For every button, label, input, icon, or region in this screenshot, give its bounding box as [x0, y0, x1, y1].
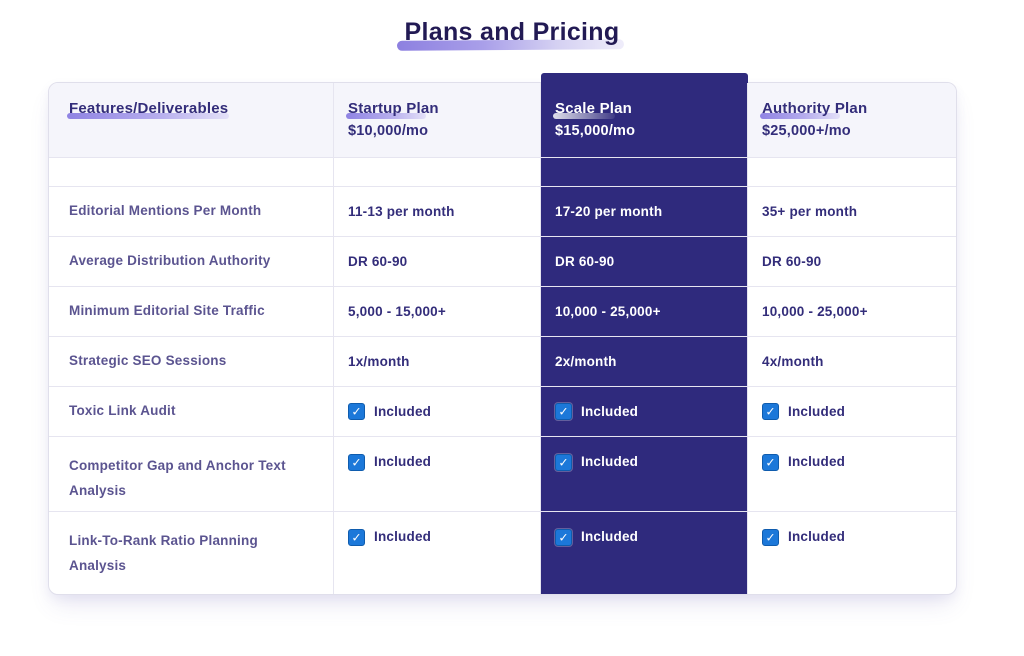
included-checkbox[interactable] — [555, 454, 572, 471]
plan-value-cell — [541, 512, 748, 594]
feature-label: Minimum Editorial Site Traffic — [69, 303, 265, 319]
plan-value-cell — [748, 337, 956, 386]
check-icon: ✓ — [765, 455, 776, 469]
feature-cell — [49, 512, 334, 594]
table-row — [49, 287, 956, 337]
table-header-row — [49, 83, 956, 158]
included-checkbox[interactable] — [348, 529, 365, 546]
plan-value: DR 60-90 — [762, 254, 822, 269]
included-label: Included — [788, 404, 846, 419]
included-checkbox[interactable] — [348, 454, 365, 471]
plan-value-cell — [334, 387, 541, 436]
table-row — [49, 237, 956, 287]
plan-value: 11-13 per month — [348, 204, 455, 219]
plan-value: 35+ per month — [762, 204, 858, 219]
feature-label: Strategic SEO Sessions — [69, 353, 227, 369]
included-label: Included — [374, 529, 432, 544]
plan-value-cell — [748, 187, 956, 236]
spacer-cell — [49, 158, 334, 186]
plan-value-cell — [748, 387, 956, 436]
scale-plan-name: Scale Plan — [555, 100, 633, 117]
feature-cell — [49, 337, 334, 386]
plan-value-cell — [541, 387, 748, 436]
pricing-table — [48, 82, 957, 595]
spacer-cell — [541, 158, 748, 186]
plan-value-cell — [748, 237, 956, 286]
plan-value: DR 60-90 — [555, 254, 615, 269]
plan-value: 4x/month — [762, 354, 824, 369]
table-row — [49, 512, 956, 594]
included-checkbox[interactable] — [762, 403, 779, 420]
plan-value-cell — [541, 337, 748, 386]
plan-value: 10,000 - 25,000+ — [762, 304, 868, 319]
included-checkbox[interactable] — [555, 529, 572, 546]
included-checkbox[interactable] — [555, 403, 572, 420]
check-icon: ✓ — [558, 404, 569, 418]
plan-value-cell — [334, 512, 541, 594]
feature-label: Editorial Mentions Per Month — [69, 203, 262, 219]
feature-label: Link-To-Rank Ratio Planning Analysis — [69, 533, 258, 573]
feature-cell — [49, 437, 334, 511]
plan-value-cell — [334, 287, 541, 336]
page-title-text: Plans and Pricing — [404, 18, 620, 46]
table-row — [49, 337, 956, 387]
startup-plan-name: Startup Plan — [348, 100, 439, 117]
header-cell-startup-plan — [334, 83, 541, 157]
plan-value-cell — [334, 237, 541, 286]
page-title — [405, 18, 620, 47]
plan-value-cell — [334, 187, 541, 236]
header-cell-scale-plan — [541, 83, 748, 157]
plan-value-cell — [541, 187, 748, 236]
included-label: Included — [581, 529, 639, 544]
table-row — [49, 437, 956, 512]
check-icon: ✓ — [765, 404, 776, 418]
feature-label: Competitor Gap and Anchor Text Analysis — [69, 458, 286, 498]
plan-value-cell — [334, 337, 541, 386]
check-icon: ✓ — [765, 530, 776, 544]
plan-value-cell — [541, 237, 748, 286]
table-row — [49, 187, 956, 237]
features-column-header: Features/Deliverables — [69, 100, 229, 117]
feature-cell — [49, 187, 334, 236]
check-icon: ✓ — [351, 530, 362, 544]
included-label: Included — [788, 454, 846, 469]
included-label: Included — [581, 404, 639, 419]
header-cell-features — [49, 83, 334, 157]
included-checkbox[interactable] — [348, 403, 365, 420]
header-cell-authority-plan — [748, 83, 956, 157]
plan-value-cell — [748, 512, 956, 594]
spacer-cell — [748, 158, 956, 186]
included-checkbox[interactable] — [762, 529, 779, 546]
scale-plan-price: $15,000/mo — [555, 123, 636, 139]
plan-value: 2x/month — [555, 354, 617, 369]
plan-value: 1x/month — [348, 354, 410, 369]
feature-cell — [49, 237, 334, 286]
spacer-cell — [334, 158, 541, 186]
plan-value: 17-20 per month — [555, 204, 663, 219]
check-icon: ✓ — [558, 530, 569, 544]
plan-value-cell — [748, 287, 956, 336]
included-label: Included — [374, 454, 432, 469]
included-label: Included — [788, 529, 846, 544]
check-icon: ✓ — [558, 455, 569, 469]
plan-value-cell — [541, 287, 748, 336]
plan-value-cell — [541, 437, 748, 511]
included-checkbox[interactable] — [762, 454, 779, 471]
plan-value: 5,000 - 15,000+ — [348, 304, 446, 319]
plan-value-cell — [334, 437, 541, 511]
plan-value: 10,000 - 25,000+ — [555, 304, 661, 319]
plan-value: DR 60-90 — [348, 254, 408, 269]
check-icon: ✓ — [351, 404, 362, 418]
table-row — [49, 387, 956, 437]
title-section — [0, 0, 1024, 47]
plan-value-cell — [748, 437, 956, 511]
authority-plan-name: Authority Plan — [762, 100, 868, 117]
feature-label: Toxic Link Audit — [69, 403, 176, 419]
check-icon: ✓ — [351, 455, 362, 469]
feature-cell — [49, 287, 334, 336]
authority-plan-price: $25,000+/mo — [762, 123, 851, 139]
spacer-row — [49, 158, 956, 187]
included-label: Included — [374, 404, 432, 419]
feature-label: Average Distribution Authority — [69, 253, 271, 269]
included-label: Included — [581, 454, 639, 469]
feature-cell — [49, 387, 334, 436]
startup-plan-price: $10,000/mo — [348, 123, 429, 139]
